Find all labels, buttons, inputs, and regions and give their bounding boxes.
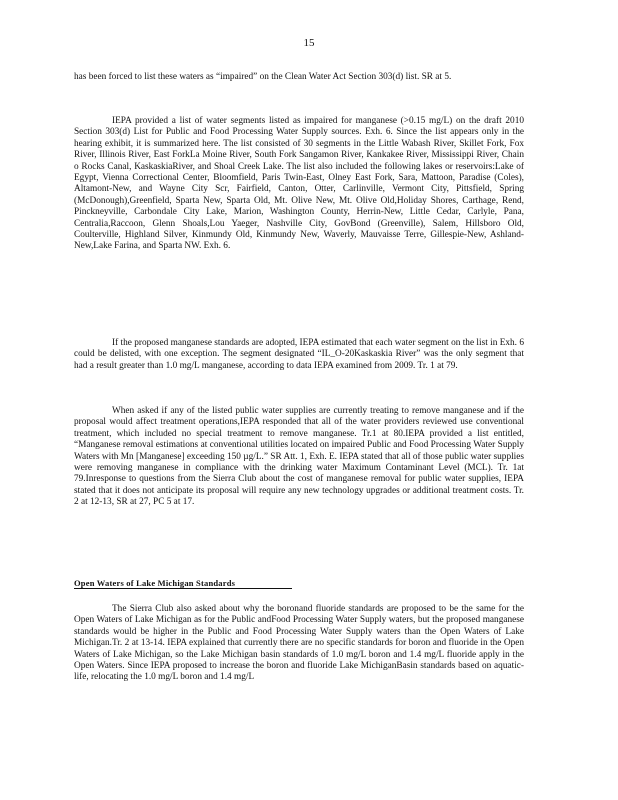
heading-underline — [74, 588, 292, 589]
paragraph-treatment: When asked if any of the listed public water supplies are currently treating to remove manganese and if the proposal would affect treatment operations,IEPA responded that all of the water providers reviewed use conventional treatment, which included no special treatment to remove manganese. Tr.1 at 80.IEPA provided a list entitled, “Manganese removal estimations at conventional utilities located on impaired Public and Food Processing Water Supply Waters with Mn [Manganese] exceeding 150 µg/L.” SR Att. 1, Exh. E. IEPA stated that all of those public water supplies were removing manganese in compliance with the drinking water Maximum Contaminant Level (MCL). Tr. 1at 79.Inresponse to questions from the Sierra Club about the cost of manganese removal for public water supplies, IEPA stated that it does not anticipate its proposal will require any new technology upgrades or additional treatment costs. Tr. 2 at 12-13, SR at 27, PC 5 at 17. — [74, 406, 524, 508]
page-number: 15 — [303, 37, 315, 49]
paragraph-impaired-list: IEPA provided a list of water segments listed as impaired for manganese (>0.15 mg/L) on the draft 2010 Section 303(d) List for Public and Food Processing Water Supply sources. Exh. 6. Since the list appears only in the hearing exhibit, it is summarized here. The list consisted of 30 segments in the Little Wabash River, Skillet Fork, Fox River, Illinois River, East ForkLa Moine River, South Fork Sangamon River, Kankakee River, Mississippi River, Chain o Rocks Canal, KaskaskiaRiver, and Shoal Creek Lake. The list also included the following lakes or reservoirs:Lake of Egypt, Vienna Correctional Center, Bloomfield, Paris Twin-East, Olney East Fork, Sara, Mattoon, Paradise (Coles), Altamont-New, and Wayne City Scr, Fairfield, Canton, Otter, Carlinville, Vermont City, Pittsfield, Spring (McDonough),Greenfield, Sparta New, Sparta Old, Mt. Olive New, Mt. Olive Old,Holiday Shores, Carthage, Rend, Pinckneyville, Carbondale City Lake, Marion, Washington County, Herrin-New, Little Cedar, Carlyle, Pana, Centralia,Raccoon, Glenn Shoals,Lou Yaeger, Nashville City, GovBond (Greenville), Salem, Hillsboro Old, Coulterville, Highland Silver, Kinmundy Old, Kinmundy New, Waverly, Mauvaisse Terre, Gillespie-New, Ashland-New,Lake Farina, and Sparta NW. Exh. 6. — [74, 116, 524, 252]
paragraph-continuation: has been forced to list these waters as “impaired” on the Clean Water Act Section 303(d) list. SR at 5. — [74, 72, 452, 82]
paragraph-delisting: If the proposed manganese standards are adopted, IEPA estimated that each water segment on the list in Exh. 6 could be delisted, with one exception. The segment designated “IL_O-20Kaskaskia River” was the only segment that had a result greater than 1.0 mg/L manganese, according to data IEPA examined from 2009. Tr. 1 at 79. — [74, 338, 524, 371]
section-heading: Open Waters of Lake Michigan Standards — [74, 578, 236, 588]
paragraph-sierra-club: The Sierra Club also asked about why the boronand fluoride standards are proposed to be the same for the Open Waters of Lake Michigan as for the Public andFood Processing Water Supply waters, but the proposed manganese standards would be higher in the Public and Food Processing Water Supply waters than the Open Waters of Lake Michigan.Tr. 2 at 13-14. IEPA explained that currently there are no specific standards for boron and fluoride in the Open Waters of Lake Michigan, so the Lake Michigan basin standards of 1.0 mg/L boron and 1.4 mg/L fluoride apply in the Open Waters. Since IEPA proposed to increase the boron and fluoride Lake MichiganBasin standards based on aquatic-life, relocating the 1.0 mg/L boron and 1.4 mg/L — [74, 604, 524, 683]
